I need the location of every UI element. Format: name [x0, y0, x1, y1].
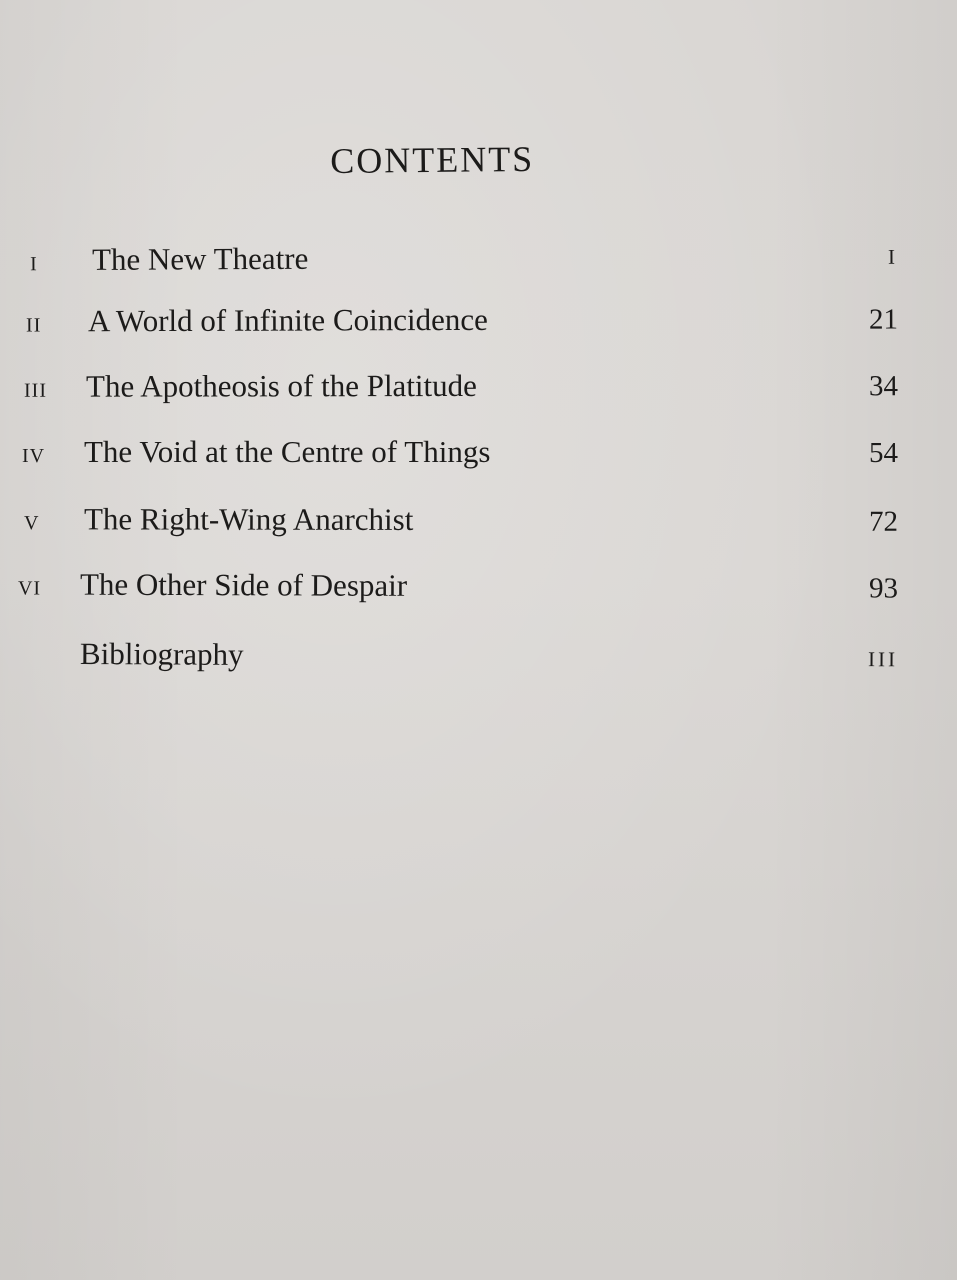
page-number: 54: [869, 437, 898, 469]
page-number: I: [887, 244, 899, 269]
page-number: 93: [868, 572, 899, 605]
page-number: 72: [868, 505, 899, 538]
chapter-number: IV: [22, 445, 46, 467]
chapter-title: The New Theatre: [91, 240, 309, 277]
chapter-title: The Right-Wing Anarchist: [83, 501, 414, 537]
toc-entry: [18, 357, 898, 409]
chapter-number: I: [29, 253, 38, 276]
page-number: 21: [868, 303, 899, 336]
chapter-title: A World of Infinite Coincidence: [87, 301, 488, 339]
chapter-title: The Other Side of Despair: [79, 566, 408, 603]
chapter-number: V: [23, 512, 40, 535]
chapter-title: The Void at the Centre of Things: [84, 434, 491, 469]
chapter-title: The Apotheosis of the Platitude: [85, 367, 477, 404]
chapter-number: II: [25, 314, 42, 337]
page-number: 34: [868, 370, 899, 403]
chapter-number: VI: [17, 577, 42, 600]
toc-entry: [18, 626, 898, 681]
contents-heading: CONTENTS: [330, 138, 535, 181]
toc-entry: [18, 556, 898, 609]
chapter-title: Bibliography: [79, 636, 244, 672]
toc-entry: [18, 290, 898, 343]
toc-entry: [18, 228, 898, 283]
page-number: III: [867, 647, 899, 672]
chapter-number: III: [23, 379, 48, 402]
toc-entry: [18, 424, 898, 474]
toc-entry: [18, 491, 898, 543]
